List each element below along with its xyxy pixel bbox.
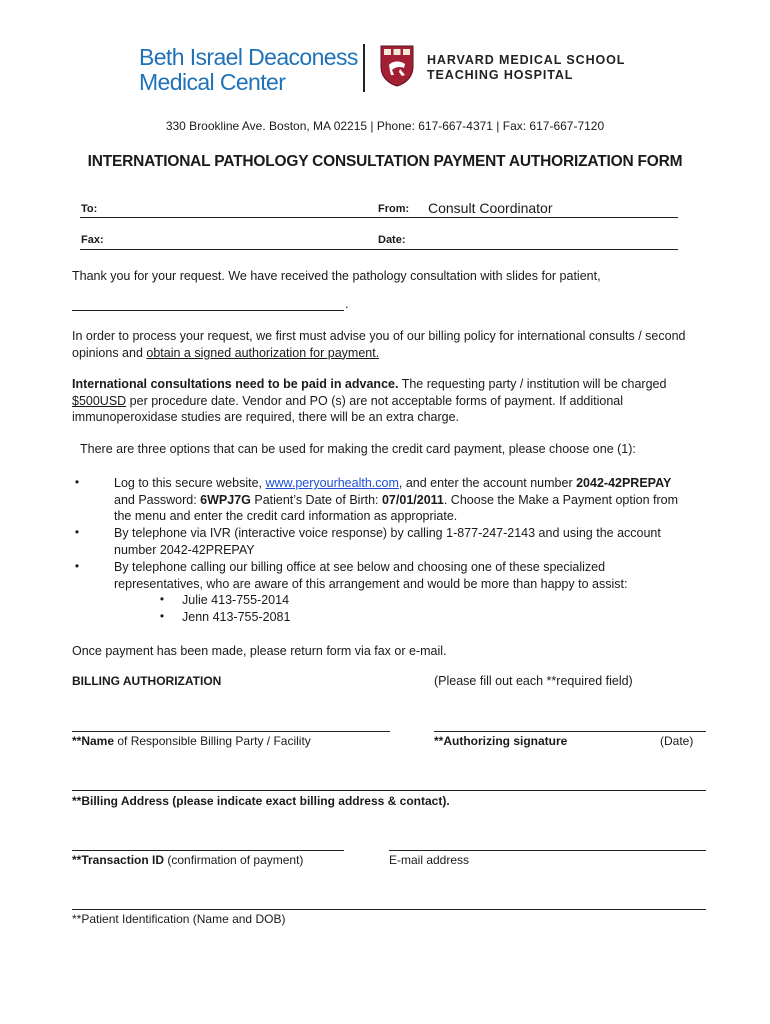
option-billing-office xyxy=(114,559,734,592)
bullet-3: • xyxy=(74,559,80,573)
billing-heading: BILLING AUTHORIZATION xyxy=(72,674,222,688)
name-label-bold: **Name xyxy=(72,734,115,748)
authorization-link: obtain a signed authorization for payment. xyxy=(146,345,380,360)
to-from-line xyxy=(80,217,678,218)
advance-paragraph xyxy=(72,376,732,426)
rep-jenn: Jenn 413-755-2081 xyxy=(182,610,291,624)
fax-label: Fax: xyxy=(81,234,104,246)
bullet-1: • xyxy=(74,475,80,489)
option-website xyxy=(114,475,734,525)
thanks-text: Thank you for your request. We have received the pathology consultation with slides for patient, xyxy=(72,269,601,283)
harvard-shield-icon xyxy=(380,45,414,87)
signature-label: **Authorizing signature xyxy=(434,734,568,748)
option1-text-a: Log to this secure website, xyxy=(114,476,266,490)
payment-website-link[interactable]: www.peryourhealth.com xyxy=(265,476,399,490)
advance-rest2: per procedure date. Vendor and PO (s) are not acceptable forms of payment. If additional xyxy=(126,393,624,408)
option3-text-a: By telephone calling our billing office at see below and choosing one of these specialized xyxy=(114,560,606,574)
dob-value: 07/01/2011 xyxy=(381,492,444,507)
logo-divider xyxy=(363,44,365,92)
fax-date-line xyxy=(80,249,678,250)
to-label: To: xyxy=(81,203,98,215)
email-field-label: E-mail address xyxy=(389,853,470,867)
bidmc-logo-line1: Beth Israel Deaconess xyxy=(139,44,358,70)
policy-paragraph xyxy=(72,328,732,361)
rep-julie: Julie 413-755-2014 xyxy=(182,593,290,607)
bullet-2: • xyxy=(74,525,80,539)
name-label-rest: of Responsible Billing Party / Facility xyxy=(114,734,311,748)
hms-logo-text xyxy=(427,53,625,83)
option1-text-f: the menu and enter the credit card information as appropriate. xyxy=(114,509,458,523)
transaction-id-label xyxy=(72,853,303,867)
txn-label-bold: **Transaction ID xyxy=(72,853,165,867)
billing-note: (Please fill out each **required field) xyxy=(434,674,633,688)
option1-text-c: and Password: xyxy=(114,492,201,507)
hms-line1: HARVARD MEDICAL SCHOOL xyxy=(427,53,626,67)
account-number: 2042-42PREPAY xyxy=(576,476,672,490)
advance-rest3: immunoperoxidase studies are required, there will be an extra charge. xyxy=(72,410,460,424)
rep-bullet-2: • xyxy=(159,609,165,623)
billing-address-label: **Billing Address (please indicate exact billing address & contact). xyxy=(72,794,450,808)
policy-line2-pre: opinions and xyxy=(72,345,147,360)
advance-bold: International consultations need to be paid in advance. xyxy=(72,377,399,391)
option-ivr xyxy=(114,525,734,558)
date-label: Date: xyxy=(378,234,406,246)
patient-blank-period: . xyxy=(345,297,349,311)
password-value: 6WPJ7G xyxy=(200,492,251,507)
date-field-label: (Date) xyxy=(660,734,694,748)
email-field-line[interactable] xyxy=(389,850,706,851)
option2-text-a: By telephone via IVR (interactive voice response) by calling 1-877-247-2143 and using the account xyxy=(114,526,661,540)
from-label: From: xyxy=(378,203,410,215)
txn-label-rest: (confirmation of payment) xyxy=(164,853,304,867)
hms-line2: TEACHING HOSPITAL xyxy=(427,68,574,82)
policy-line2 xyxy=(72,345,732,362)
option3-text-b: representatives, who are aware of this arrangement and would be more than happy to assist: xyxy=(114,576,628,591)
option1-text-b: , and enter the account number xyxy=(398,476,577,490)
bidmc-logo-line2: Medical Center xyxy=(139,69,286,95)
patient-name-blank[interactable] xyxy=(72,310,344,311)
address-line: 330 Brookline Ave. Boston, MA 02215 | Phone: 617-667-4371 | Fax: 617-667-7120 xyxy=(165,119,605,133)
rep-bullet-1: • xyxy=(159,592,165,606)
advance-rest1: The requesting party / institution will be charged xyxy=(398,377,667,391)
advance-amount: $500USD xyxy=(72,393,127,408)
form-title: INTERNATIONAL PATHOLOGY CONSULTATION PAYMENT AUTHORIZATION FORM xyxy=(87,153,683,170)
name-field-label xyxy=(72,734,311,748)
patient-id-label: **Patient Identification (Name and DOB) xyxy=(72,912,286,926)
transaction-id-line[interactable] xyxy=(72,850,344,851)
signature-field-line[interactable] xyxy=(434,731,706,732)
option2-text-b: number 2042-42PREPAY xyxy=(114,542,255,557)
options-intro: There are three options that can be used for making the credit card payment, please choose one (1): xyxy=(80,442,636,456)
return-note: Once payment has been made, please return form via fax or e-mail. xyxy=(72,644,447,658)
policy-line1: In order to process your request, we first must advise you of our billing policy for international consults / second xyxy=(72,329,686,343)
patient-id-line[interactable] xyxy=(72,909,706,910)
bidmc-logo xyxy=(139,45,358,95)
billing-address-line[interactable] xyxy=(72,790,706,791)
option1-text-d: Patient’s Date of Birth: xyxy=(250,492,382,507)
name-field-line[interactable] xyxy=(72,731,390,732)
from-value: Consult Coordinator xyxy=(428,200,553,216)
option1-text-e: . Choose the Make a Payment option from xyxy=(443,492,679,507)
